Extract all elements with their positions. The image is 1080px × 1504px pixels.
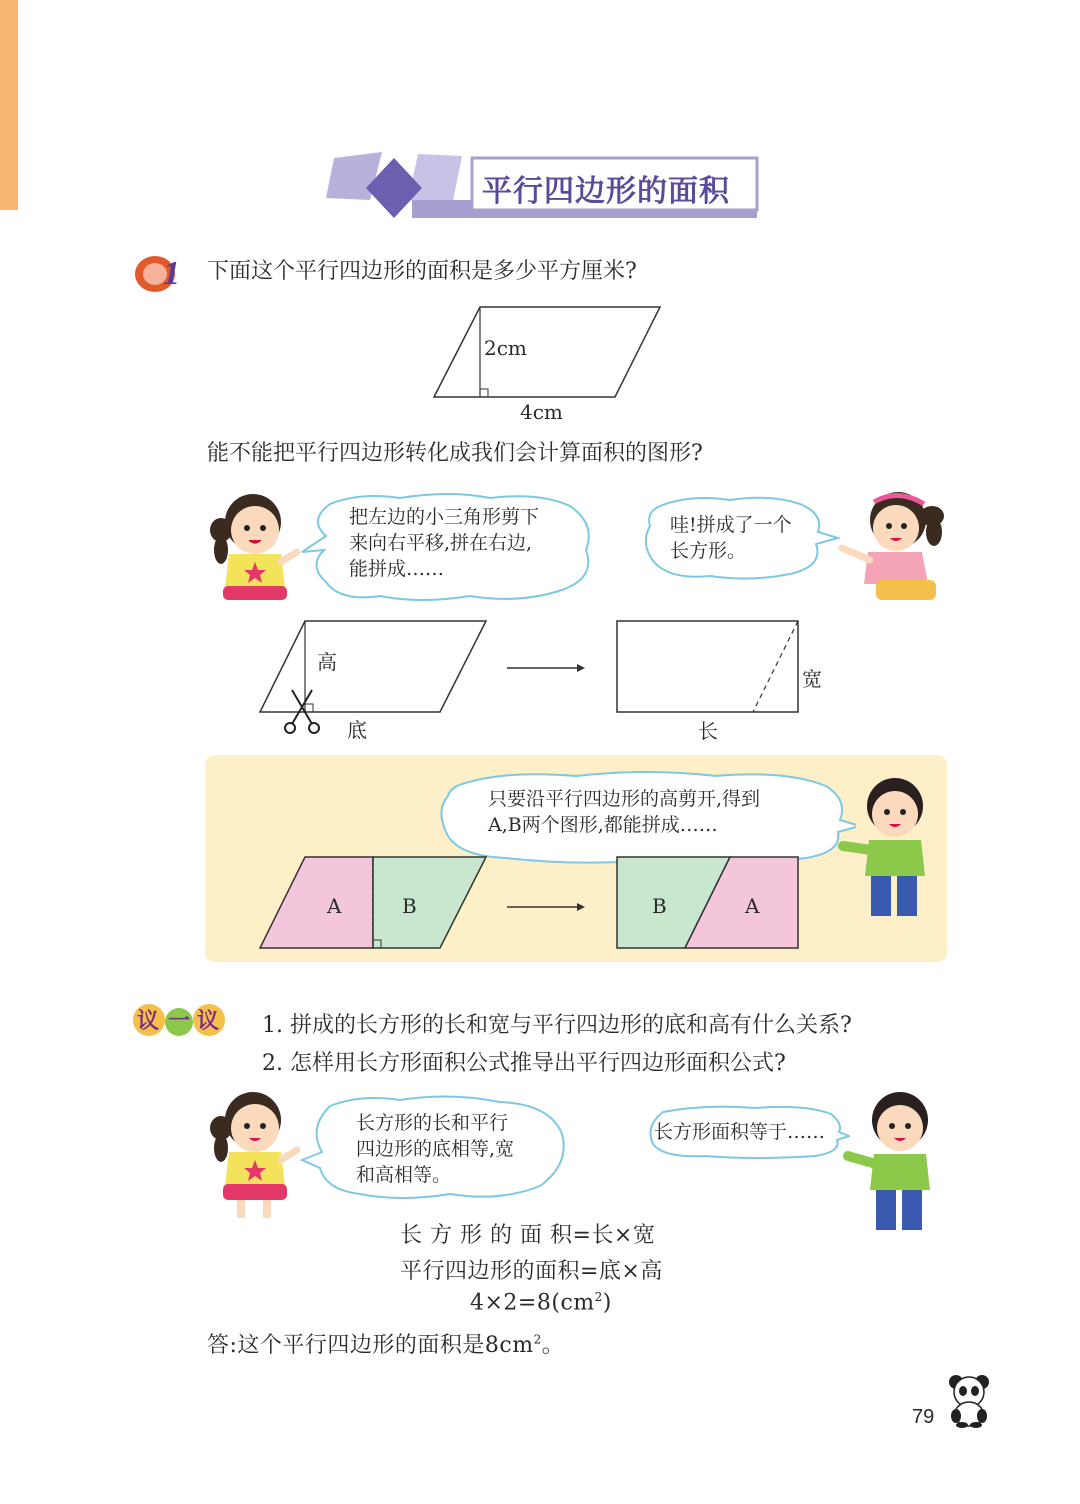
boy-character-illustration — [835, 772, 945, 922]
bubble-boy-bottom-text — [654, 1119, 825, 1145]
page-title: 平行四边形的面积 — [482, 174, 730, 209]
formula-parallelogram-area: 平行四边形的面积=底×高 — [400, 1259, 663, 1284]
girl-character-illustration — [205, 488, 305, 608]
transform-diagram-1 — [250, 612, 820, 742]
example-question-2: 能不能把平行四边形转化成我们会计算面积的图形? — [207, 441, 703, 466]
section-title-banner — [322, 148, 772, 228]
discuss-item-2: 2. 怎样用长方形面积公式推导出平行四边形面积公式? — [262, 1051, 786, 1076]
bubble-line: 来向右平移,拼在右边, — [349, 532, 533, 554]
formula-rectangle-area: 长 方 形 的 面 积=长×宽 — [400, 1223, 656, 1248]
page-number: 79 — [912, 1406, 935, 1428]
bubble-line: 只要沿平行四边形的高剪开,得到 — [488, 788, 761, 810]
page-edge-tab — [0, 0, 18, 210]
bubble-line: 长方形。 — [670, 540, 747, 562]
bubble-line: 和高相等。 — [356, 1164, 452, 1186]
discuss-char-1: 议 — [137, 1008, 160, 1034]
height-label: 2cm — [484, 336, 527, 360]
shape-b-left: B — [402, 894, 417, 918]
formula-calculation: $4\times 2=8(cm^2)$ — [470, 1290, 612, 1316]
shape-b-right: B — [652, 894, 667, 918]
bubble-boy-panel-text — [488, 786, 760, 838]
bubble-line: 哇!拼成了一个 — [670, 514, 792, 536]
example-number: 1 — [163, 255, 180, 292]
bubble-line: 长方形面积等于…… — [654, 1121, 826, 1143]
discuss-badge — [133, 1002, 225, 1042]
bubble-line: 能拼成…… — [349, 558, 445, 580]
shape-a-right: A — [745, 894, 760, 918]
diagram-length-label: 长 — [698, 719, 718, 743]
example-number-badge — [133, 250, 199, 298]
shape-a-left: A — [327, 894, 342, 918]
example-question: 下面这个平行四边形的面积是多少平方厘米? — [207, 259, 637, 284]
girl-character-illustration-bottom — [205, 1086, 305, 1226]
base-label: 4cm — [520, 400, 563, 424]
bubble-line: 把左边的小三角形剪下 — [349, 506, 540, 528]
diagram-height-label: 高 — [317, 650, 337, 674]
bubble-girl-right-text — [670, 512, 792, 564]
boy-character-illustration-bottom — [840, 1086, 950, 1236]
girl-character-illustration-right — [834, 486, 949, 606]
bubble-line: A,B两个图形,都能拼成…… — [488, 814, 718, 836]
discuss-char-2: 一 — [168, 1008, 191, 1034]
panda-icon — [944, 1372, 994, 1428]
bubble-line: 长方形的长和平行 — [356, 1112, 509, 1134]
discuss-item-1: 1. 拼成的长方形的长和宽与平行四边形的底和高有什么关系? — [262, 1013, 852, 1038]
bubble-girl-left-text — [349, 504, 539, 582]
answer-text: 答:这个平行四边形的面积是$8cm^2$。 — [207, 1332, 565, 1358]
bubble-line: 四边形的底相等,宽 — [356, 1138, 515, 1160]
bubble-girl-bottom-text — [356, 1110, 514, 1188]
discuss-char-3: 议 — [197, 1008, 220, 1034]
diagram-width-label: 宽 — [802, 667, 822, 691]
diagram-base-label: 底 — [347, 718, 367, 742]
